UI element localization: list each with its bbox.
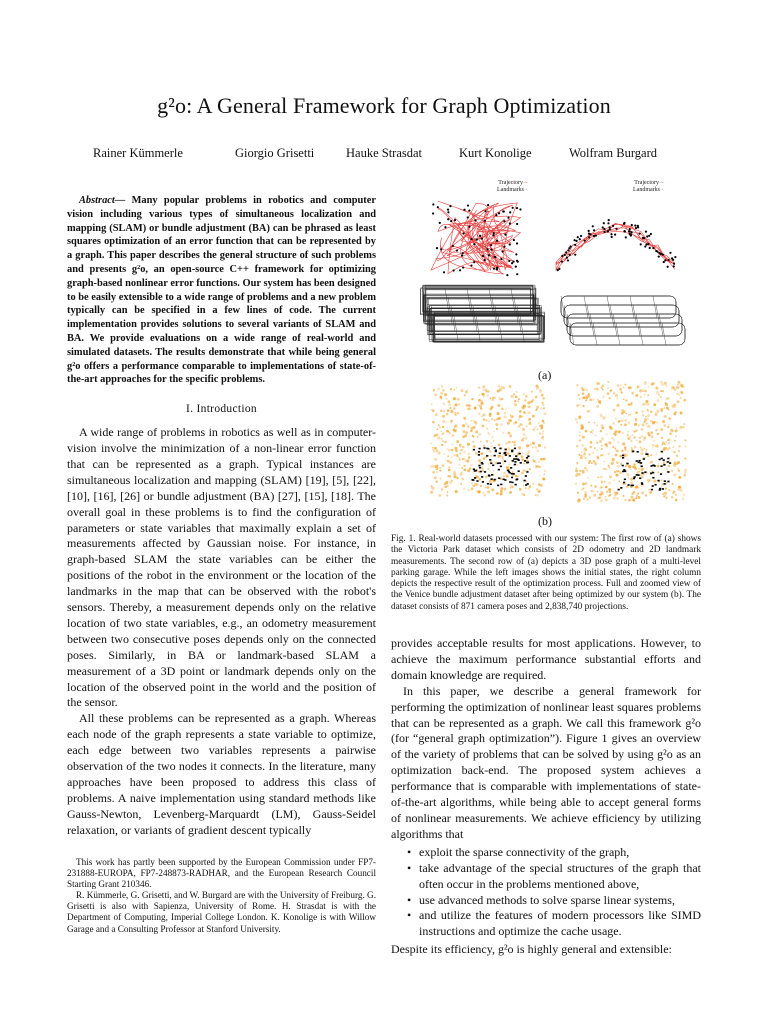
left-column [67, 194, 376, 839]
legend-right [633, 180, 664, 194]
victoria-park-initial [431, 201, 522, 276]
abstract-text: — Many popular problems in robotics and computer vision including various types of simultaneous localization and mapping (SLAM) or bundle adjustment (BA) can be phrased as least squares optimization of an error function that can be represented by a graph. This paper describes the general structure of such problems and presents g²o, an open-source C++ framework for optimizing graph-based nonlinear error functions. Our system has been designed to be easily extensible to a wide range of problems and a new problem typically can be specified in a few lines of code. The current implementation provides solutions to several variants of SLAM and BA. We provide evaluations on a wide range of real-world and simulated datasets. The results demonstrate that while being general g²o offers a performance comparable to implementations of state-of-the-art approaches for the specific problems. [67, 195, 376, 386]
body-paragraph: Despite its efficiency, g²o is highly general and extensible: [391, 942, 672, 957]
legend-trajectory: Trajectory – [634, 180, 664, 186]
list-item: • and utilize the features of modern processors like SIMD instructions and optimize the cache usage. [419, 908, 701, 940]
abstract-lead: Abstract [79, 195, 115, 206]
figure-graphics [391, 176, 701, 526]
venice-zoomed-view [575, 381, 687, 503]
parking-garage-initial [420, 285, 544, 342]
subfigure-label-b: (b) [538, 514, 552, 528]
body-paragraph: All these problems can be represented as a graph. Whereas each node of the graph represents a state variable to optimize, each edge between two variables represents a pairwise observation of the two nodes it connects. In the literature, many approaches have been proposed to address this class of problems. A naive implementation using standard methods like Gauss-Newton, Levenberg-Marquardt (LM), Gauss-Seidel relaxation, or variants of gradient descent typically [67, 711, 376, 837]
legend-left [497, 180, 528, 194]
paper-title: g²o: A General Framework for Graph Optimization [157, 93, 611, 118]
victoria-park-optimized [556, 219, 676, 271]
body-paragraph: provides acceptable results for most applications. However, to achieve the maximum performance substantial efforts and domain knowledge are required. [391, 636, 701, 682]
author-list [78, 146, 698, 164]
figure-1 [391, 176, 701, 526]
author-name: Hauke Strasdat [346, 146, 423, 160]
subfigure-label-a: (a) [538, 368, 552, 382]
footnote-funding: This work has partly been supported by the European Commission under FP7-231888-EUROPA, FP7-248873-RADHAR, and the European Research Council Starting Grant 210346. [67, 857, 376, 890]
author-name: Rainer Kümmerle [93, 146, 183, 160]
author-name: Kurt Konolige [459, 146, 532, 160]
section-heading: I. Introduction [186, 403, 257, 416]
legend-trajectory: Trajectory – [498, 180, 528, 186]
legend-landmarks: Landmarks · [633, 187, 664, 193]
abstract [67, 194, 376, 387]
list-item: • use advanced methods to solve sparse linear systems, [419, 893, 701, 909]
right-column [391, 636, 701, 958]
footnote [67, 857, 376, 935]
figure-caption: Fig. 1. Real-world datasets processed with our system: The first row of (a) shows the Victoria Park dataset which consists of 2D odometry and 2D landmark measurements. The second row of (a) depicts a 3D pose graph of a multi-level parking garage. While the left images shows the initial states, the right column depicts the respective result of the optimization process. Full and zoomed view of the Venice bundle adjustment dataset after being optimized by our system (b). The dataset consists of 871 camera poses and 2,838,740 projections. [391, 534, 701, 612]
list-item: • exploit the sparse connectivity of the graph, [419, 845, 701, 861]
legend-landmarks: Landmarks · [497, 187, 528, 193]
author-name: Giorgio Grisetti [235, 146, 315, 160]
parking-garage-optimized [561, 296, 685, 345]
footnote-affiliations: R. Kümmerle, G. Grisetti, and W. Burgard are with the University of Freiburg. G. Grisetti is also with Sapienza, University of Rome. H. Strasdat is with the Department of Computing, Imperial College London. K. Konolige is with Willow Garage and a Consulting Professor at Stanford University. [67, 890, 376, 934]
body-paragraph: A wide range of problems in robotics as well as in computer-vision involve the minimization of a non-linear error function that can be represented as a graph. Typical instances are simultaneous localization and mapping (SLAM) [19], [5], [22], [10], [16], [26] or bundle adjustment (BA) [27], [15], [18]. The overall goal in these problems is to find the configuration of parameters or state variables that maximally explain a set of measurements affected by Gaussian noise. For instance, in graph-based SLAM the state variables can be either the positions of the robot in the environment or the location of the landmarks in the map that can be observed with the robot's sensors. Thereby, a measurement depends only on the relative location of two state variables, e.g., an odometry measurement between two consecutive poses depends only on the connected poses. Similarly, in BA or landmark-based SLAM a measurement of a 3D point or landmark depends only on the location of the observed point in the world and the position of the sensor. [67, 425, 376, 710]
body-paragraph: In this paper, we describe a general framework for performing the optimization of nonlinear least squares problems that can be represented as a graph. We call this framework g²o (for “general graph optimization”). Figure 1 gives an overview of the variety of problems that can be solved by using g²o as an optimization back-end. The proposed system achieves a performance that is comparable with implementations of state-of-the-art algorithms, while being able to accept general forms of nonlinear measurements. We achieve efficiency by utilizing algorithms that [391, 683, 701, 841]
author-name: Wolfram Burgard [569, 146, 657, 160]
list-item: • take advantage of the special structures of the graph that often occur in the problems mentioned above, [419, 861, 701, 893]
feature-list [391, 845, 701, 940]
venice-full-view [430, 385, 547, 497]
